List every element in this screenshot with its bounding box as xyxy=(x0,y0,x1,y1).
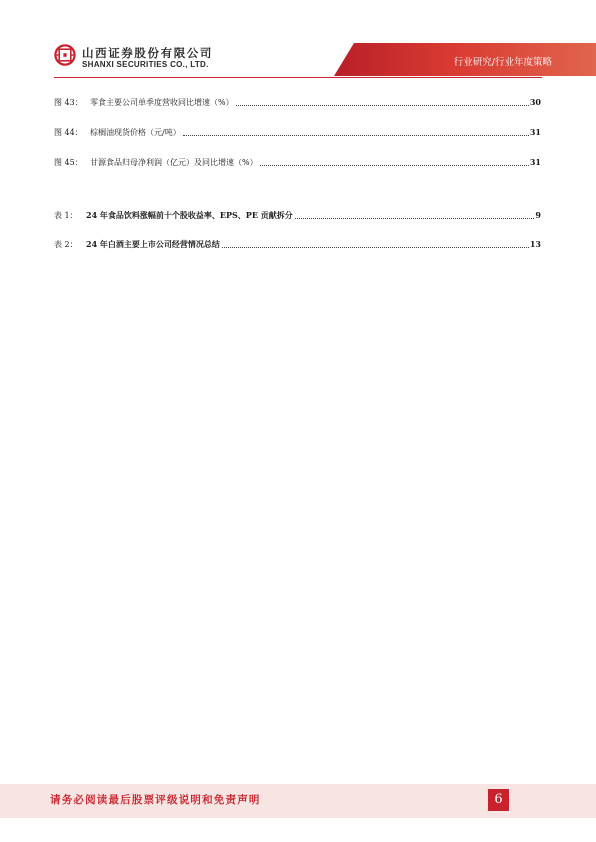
disclaimer-text: 请务必阅读最后股票评级说明和免责声明 xyxy=(50,794,261,806)
report-category: 行业研究/行业年度策略 xyxy=(453,57,552,68)
page-header xyxy=(0,0,596,80)
page-number: 6 xyxy=(488,789,509,811)
toc-dot-leader xyxy=(260,164,529,166)
toc-entry-page: 9 xyxy=(535,210,541,220)
toc-entry-page: 13 xyxy=(529,239,541,249)
toc-entry-label: 图 44： xyxy=(54,128,83,137)
toc-entry-table-1[interactable] xyxy=(54,209,541,221)
toc-entry-table-2[interactable] xyxy=(54,238,541,250)
toc-dot-leader xyxy=(222,246,529,248)
toc-entry-figure-43[interactable] xyxy=(54,96,541,108)
toc-entry-label: 表 2： xyxy=(54,240,78,249)
toc-entry-title: 零食主要公司单季度营收同比增速（%） xyxy=(90,98,234,107)
toc-entry-title: 24 年食品饮料涨幅前十个股收益率、EPS、PE 贡献拆分 xyxy=(86,210,293,220)
toc-entry-page: 31 xyxy=(529,157,541,167)
toc-dot-leader xyxy=(236,104,529,106)
toc-entry-figure-45[interactable] xyxy=(54,156,541,168)
toc-entry-label: 图 45： xyxy=(54,158,83,167)
company-name-cn: 山西证券股份有限公司 xyxy=(82,46,213,60)
toc-entry-label: 表 1： xyxy=(54,211,78,220)
toc-dot-leader xyxy=(183,134,529,136)
toc-entry-figure-44[interactable] xyxy=(54,126,541,138)
toc-entry-page: 30 xyxy=(529,97,541,107)
company-name-en: SHANXI SECURITIES CO., LTD. xyxy=(82,60,209,69)
toc-entry-title: 甘源食品归母净利润（亿元）及同比增速（%） xyxy=(90,158,258,167)
toc-entry-label: 图 43： xyxy=(54,98,83,107)
shanxi-securities-logo-icon xyxy=(54,44,76,66)
header-divider xyxy=(54,77,542,78)
toc-dot-leader xyxy=(295,217,535,219)
toc-entry-title: 24 年白酒主要上市公司经营情况总结 xyxy=(86,239,220,249)
toc-entry-title: 棕榈油现货价格（元/吨） xyxy=(90,128,181,137)
toc-entry-page: 31 xyxy=(529,127,541,137)
